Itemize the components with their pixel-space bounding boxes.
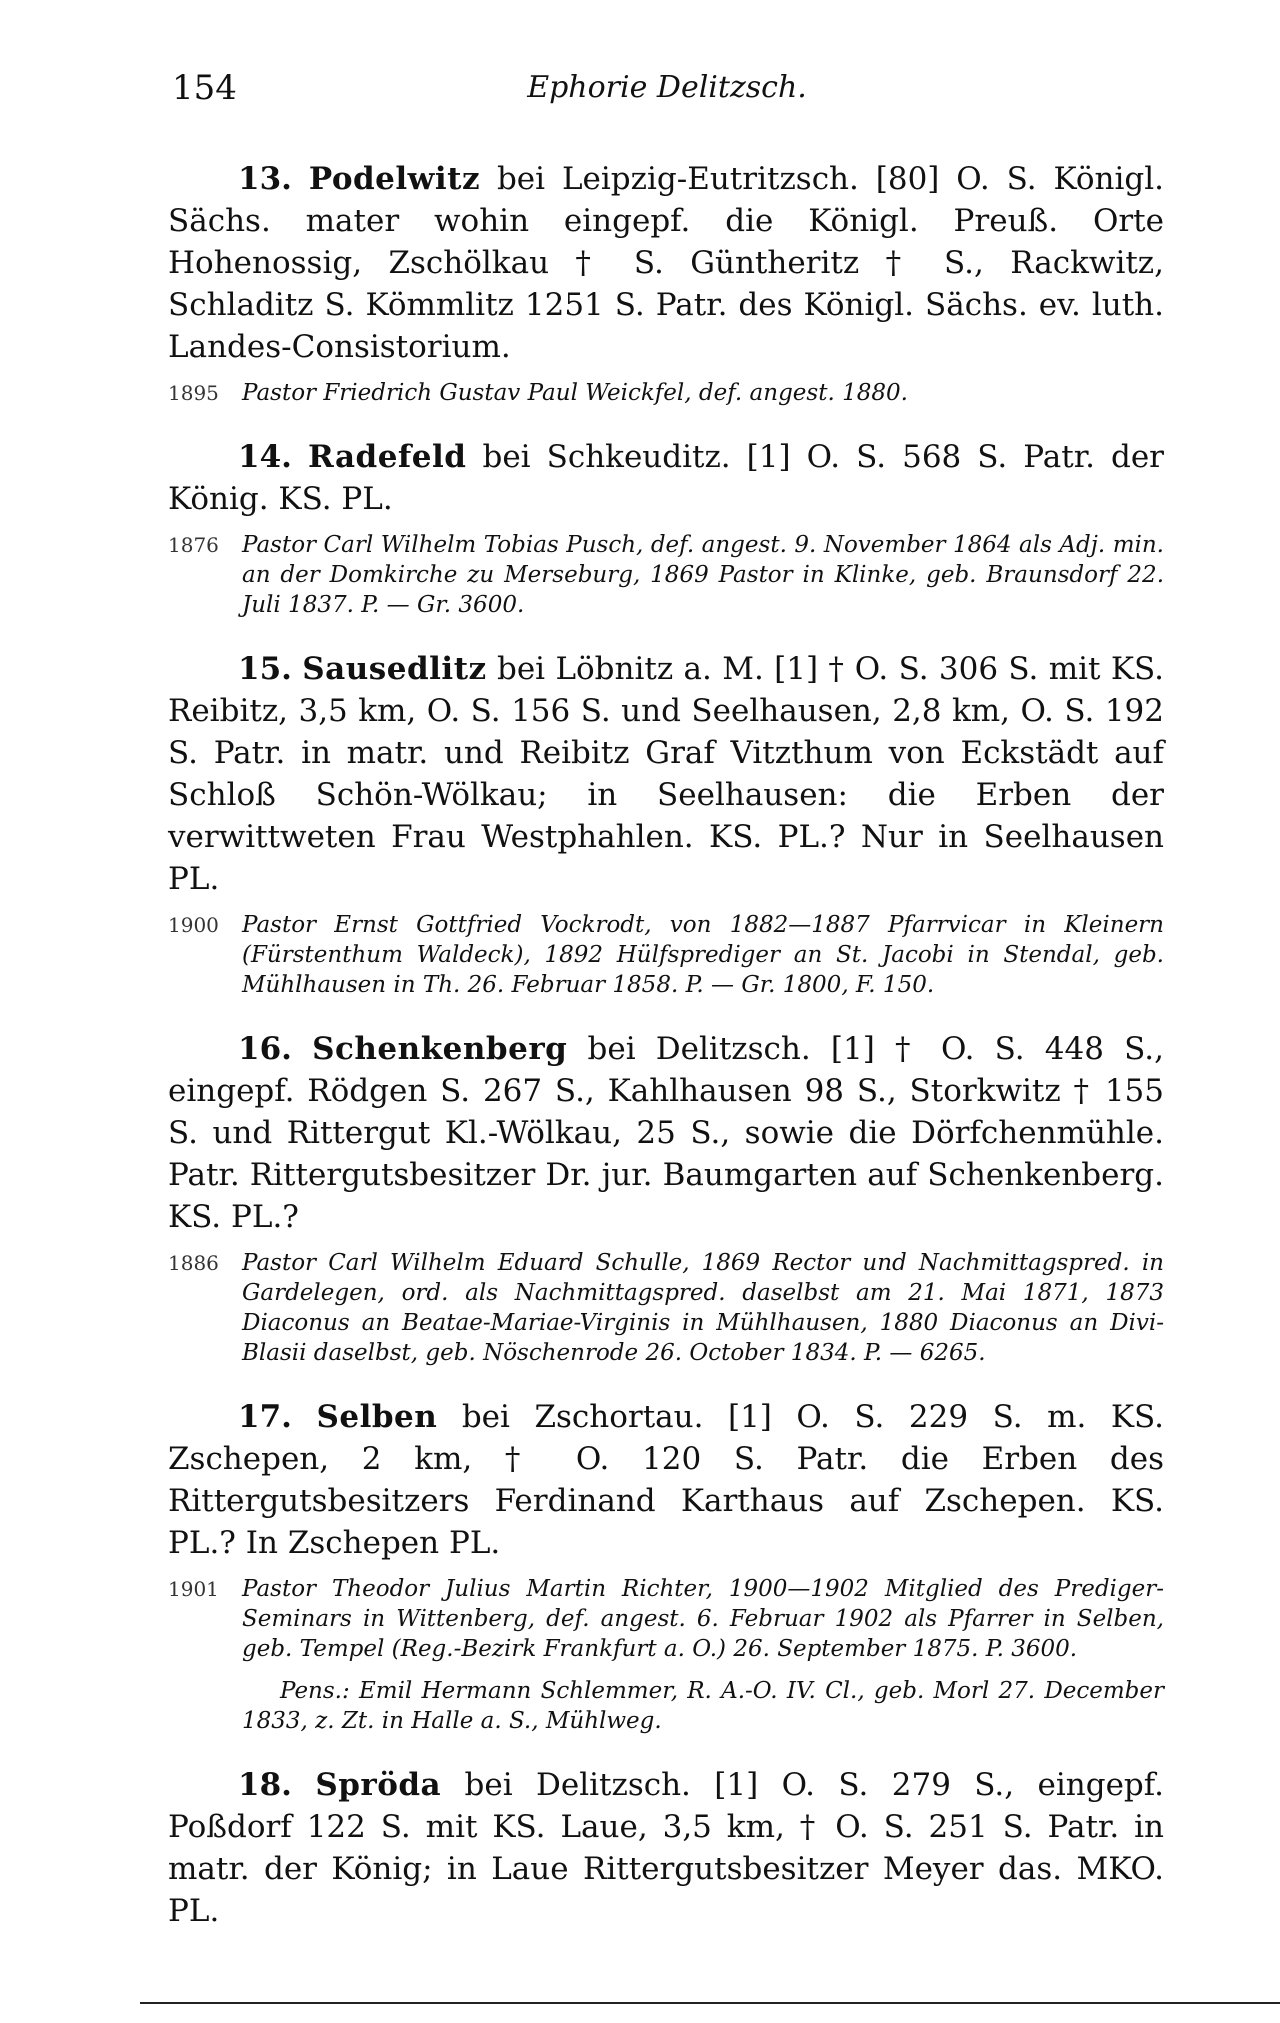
parish-entry [168, 1028, 1164, 1368]
page-number: 154 [172, 68, 237, 108]
pastor-note [168, 1248, 1164, 1368]
entry-text [168, 648, 1164, 900]
bottom-rule [140, 2002, 1280, 2004]
entry-text [168, 1396, 1164, 1564]
pastor-note [168, 1574, 1164, 1664]
parish-entry [168, 158, 1164, 408]
parish-entry [168, 648, 1164, 1000]
pastor-note [168, 530, 1164, 620]
parish-entry [168, 1396, 1164, 1736]
pastor-text: Pastor Carl Wilhelm Tobias Pusch, def. angest. 9. November 1864 als Adj. min. an der Domkirche zu Merseburg, 1869 Pastor in Klinke, geb. Braunsdorf 22. Juli 1837. P. — Gr. 3600. [242, 532, 1164, 618]
pastor-note [168, 910, 1164, 1000]
parish-name: Spröda [315, 1767, 442, 1803]
parish-name: Radefeld [307, 439, 467, 475]
parish-entry [168, 1764, 1164, 1932]
entry-body: bei Delitzsch. [1] † O. S. 448 S., eingepf. Rödgen S. 267 S., Kahlhausen 98 S., Storkwitz † 155 S. und Rittergut Kl.-Wölkau, 25 S., sowie die Dörfchenmühle. Patr. Rittergutsbesitzer Dr. jur. Baumgarten auf Schenkenberg. KS. PL.? [168, 1031, 1164, 1235]
entry-number: 17. [238, 1399, 292, 1435]
entry-text [168, 436, 1164, 520]
entry-number: 15. [238, 651, 292, 687]
entry-body: bei Leipzig-Eutritzsch. [80] O. S. Königl. Sächs. mater wohin eingepf. die Königl. Preuß. Orte Hohenossig, Zschölkau † S. Güntheritz † S., Rackwitz, Schladitz S. Kömmlitz 1251 S. Patr. des Königl. Sächs. ev. luth. Landes-Consistorium. [168, 161, 1164, 365]
entry-text [168, 158, 1164, 368]
pastor-year: 1901 [168, 1577, 219, 1601]
pastor-text: Pastor Carl Wilhelm Eduard Schulle, 1869 Rector und Nachmittagspred. in Gardelegen, ord. als Nachmittagspred. daselbst am 21. Mai 1871, 1873 Diaconus an Beatae-Mariae-Virginis in Mühlhausen, 1880 Diaconus an Divi-Blasii daselbst, geb. Nöschenrode 26. October 1834. P. — 6265. [242, 1250, 1164, 1366]
pension-note: Pens.: Emil Hermann Schlemmer, R. A.-O. IV. Cl., geb. Morl 27. December 1833, z. Zt. in Halle a. S., Mühlweg. [242, 1678, 1164, 1734]
entry-number: 14. [238, 439, 292, 475]
pastor-year: 1900 [168, 913, 219, 937]
pastor-note [168, 378, 1164, 408]
parish-entry [168, 436, 1164, 620]
entry-text [168, 1028, 1164, 1238]
parish-entries [168, 158, 1164, 1960]
entry-body: bei Zschortau. [1] O. S. 229 S. m. KS. Zschepen, 2 km, † O. 120 S. Patr. die Erben des Rittergutsbesitzers Ferdinand Karthaus auf Zschepen. KS. PL.? In Zschepen PL. [168, 1399, 1164, 1561]
pastor-text: Pastor Ernst Gottfried Vockrodt, von 1882—1887 Pfarrvicar in Kleinern (Fürstenthum Waldeck), 1892 Hülfsprediger an St. Jacobi in Stendal, geb. Mühlhausen in Th. 26. Februar 1858. P. — Gr. 1800, F. 150. [242, 912, 1164, 998]
page-header [172, 68, 1162, 118]
entry-text [168, 1764, 1164, 1932]
pastor-year: 1886 [168, 1251, 219, 1275]
entry-body: bei Schkeuditz. [1] O. S. 568 S. Patr. der König. KS. PL. [168, 439, 1164, 517]
pastor-text: Pastor Theodor Julius Martin Richter, 1900—1902 Mitglied des Prediger-Seminars in Wittenberg, def. angest. 6. Februar 1902 als Pfarrer in Selben, geb. Tempel (Reg.-Bezirk Frankfurt a. O.) 26. September 1875. P. 3600. [242, 1576, 1164, 1662]
pastor-text: Pastor Friedrich Gustav Paul Weickfel, def. angest. 1880. [242, 380, 908, 406]
entry-number: 18. [238, 1767, 292, 1803]
parish-name: Schenkenberg [312, 1031, 568, 1067]
entry-number: 13. [238, 161, 292, 197]
parish-name: Sausedlitz [302, 651, 487, 687]
entry-body: bei Löbnitz a. M. [1] † O. S. 306 S. mit KS. Reibitz, 3,5 km, O. S. 156 S. und Seelhausen, 2,8 km, O. S. 192 S. Patr. in matr. und Reibitz Graf Vitzthum von Eckstädt auf Schloß Schön-Wölkau; in Seelhausen: die Erben der verwittweten Frau Westphahlen. KS. PL.? Nur in Seelhausen PL. [168, 651, 1165, 897]
parish-name: Selben [316, 1399, 438, 1435]
parish-name: Podelwitz [308, 161, 481, 197]
entry-number: 16. [238, 1031, 292, 1067]
pastor-year: 1895 [168, 381, 219, 405]
pastor-year: 1876 [168, 533, 219, 557]
entry-body: bei Delitzsch. [1] O. S. 279 S., eingepf. Poßdorf 122 S. mit KS. Laue, 3,5 km, † O. S. 251 S. Patr. in matr. der König; in Laue Rittergutsbesitzer Meyer das. MKO. PL. [168, 1767, 1164, 1929]
running-head: Ephorie Delitzsch. [527, 70, 807, 105]
